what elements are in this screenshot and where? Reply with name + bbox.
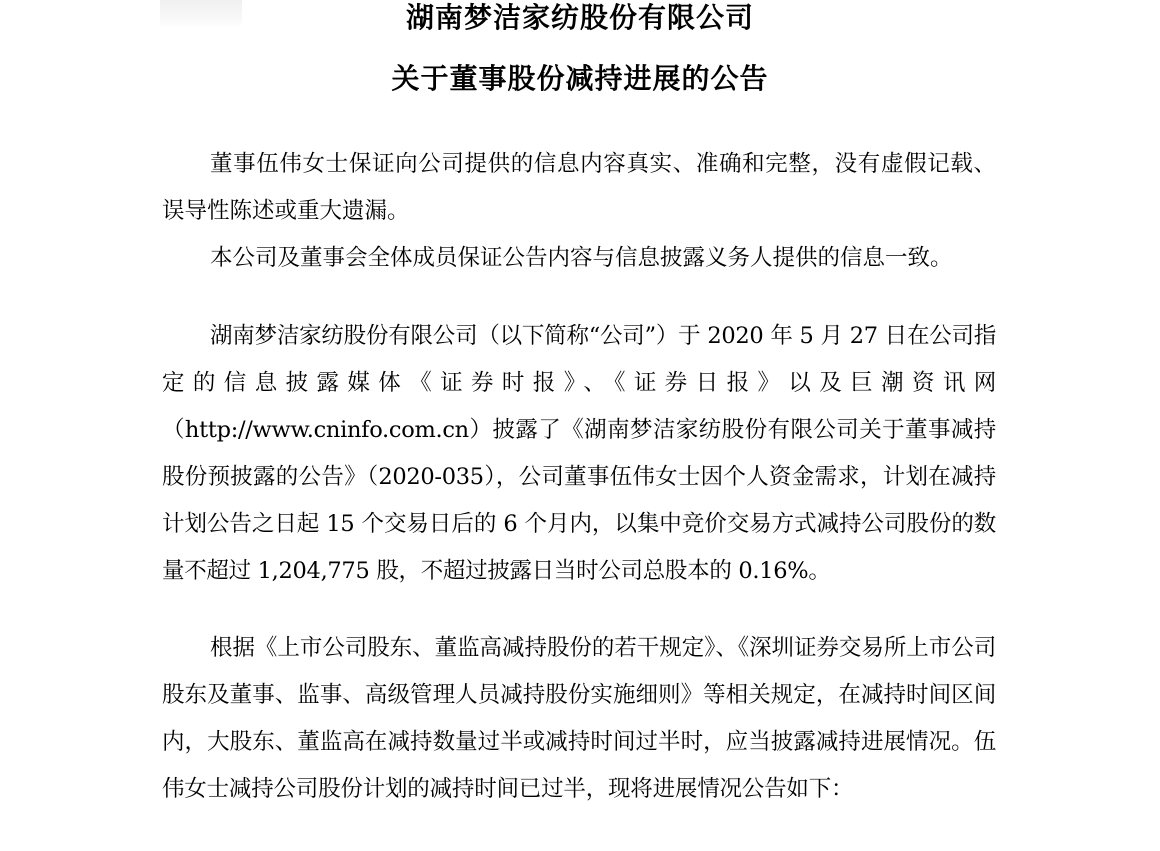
reduction-plan-paragraph: 湖南梦洁家纺股份有限公司（以下简称“公司”）于 2020 年 5 月 27 日在公司指定的信息披露媒体《证券时报》、《证券日报》以及巨潮资讯网（http://www.cninfo.com.cn）披露了《湖南梦洁家纺股份有限公司关于董事减持股份预披露的公告》（2020-035），公司董事伍伟女士因个人资金需求，计划在减持计划公告之日起 15 个交易日后的 6 个月内，以集中竞价交易方式减持公司股份的数量不超过 1,204,775 股，不超过披露日当时公司总股本的 0.16%。 [162, 323, 996, 584]
company-title: 湖南梦洁家纺股份有限公司 [405, 1, 754, 34]
announcement-title: 关于董事股份减持进展的公告 [391, 62, 769, 95]
director-guarantee-statement: 董事伍伟女士保证向公司提供的信息内容真实、准确和完整，没有虚假记载、误导性陈述或重大遗漏。 [162, 151, 996, 224]
board-guarantee-statement: 本公司及董事会全体成员保证公告内容与信息披露义务人提供的信息一致。 [210, 245, 953, 271]
regulation-paragraph: 根据《上市公司股东、董监高减持股份的若干规定》、《深圳证券交易所上市公司股东及董事、监事、高级管理人员减持股份实施细则》等相关规定，在减持时间区间内，大股东、董监高在减持数量过半或减持时间过半时，应当披露减持进展情况。伍伟女士减持公司股份计划的减持时间已过半，现将进展情况公告如下： [162, 635, 996, 802]
